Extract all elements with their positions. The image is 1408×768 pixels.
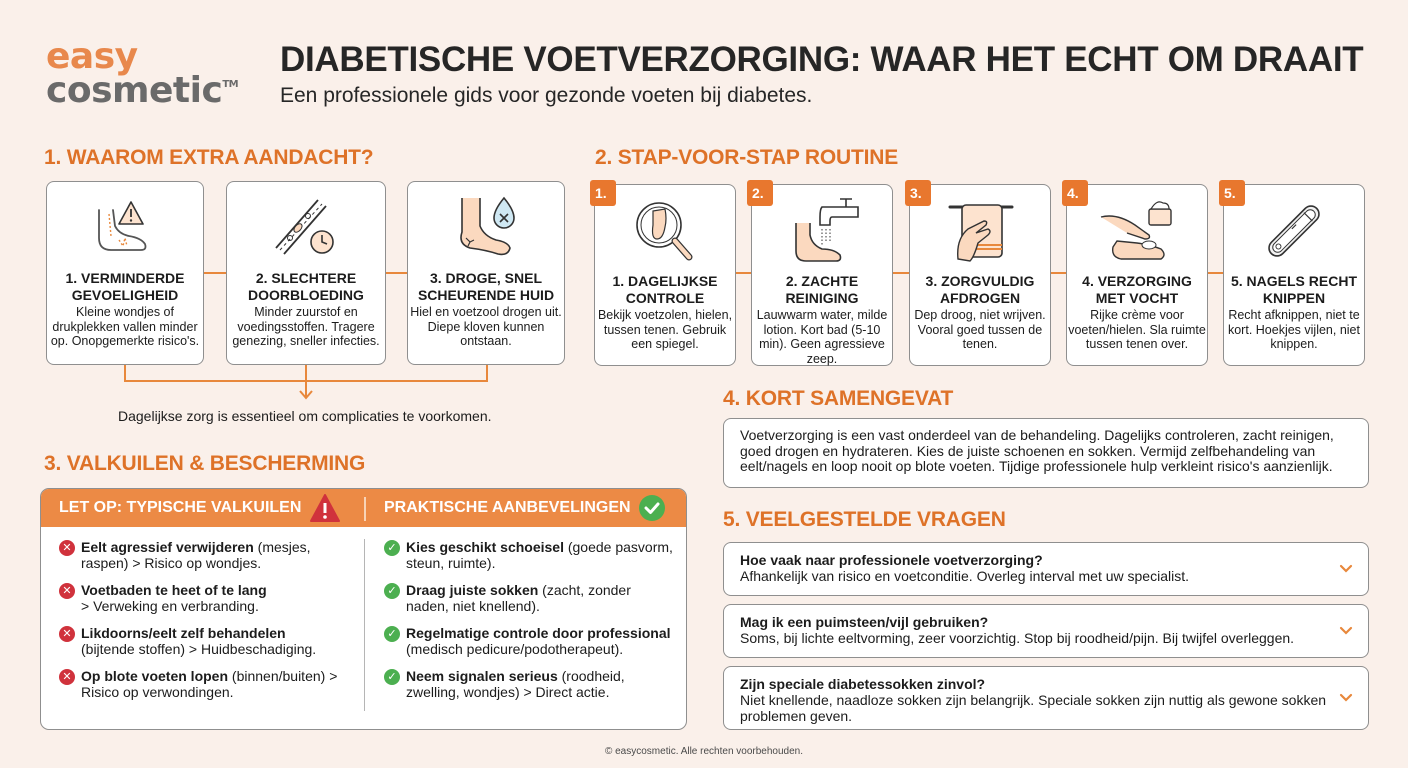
page-title: DIABETISCHE VOETVERZORGING: WAAR HET ECHT OM DRAAIT xyxy=(280,40,1364,79)
check-circle-icon: ✓ xyxy=(384,669,400,685)
step-badge: 3. xyxy=(905,180,931,206)
footer-copyright: © easycosmetic. Alle rechten voorbehouden. xyxy=(604,746,804,757)
pitfall-rest: (mesjes, raspen) > Risico op wondjes. xyxy=(81,539,311,571)
foot-warning-icon xyxy=(85,192,165,264)
recommendation-bold: Neem signalen serieus xyxy=(406,668,558,684)
step-card-5 xyxy=(1223,184,1365,366)
connector xyxy=(204,272,226,274)
step-desc: Bekijk voetzolen, hielen, tussen tenen. Gebruik een spiegel. xyxy=(597,308,733,351)
step-desc: Lauwwarm water, milde lotion. Kort bad (5-10 min). Geen agressieve zeep. xyxy=(756,308,888,366)
pitfall-bold: Op blote voeten lopen xyxy=(81,668,229,684)
brand-logo xyxy=(46,36,239,112)
brand-line2 xyxy=(46,70,239,112)
pitfalls-panel xyxy=(40,488,687,730)
faq-item-2[interactable] xyxy=(723,604,1369,658)
step-badge: 5. xyxy=(1219,180,1245,206)
connector xyxy=(124,380,488,382)
recommendations-heading: PRAKTISCHE AANBEVELINGEN xyxy=(384,499,631,516)
step-card-1 xyxy=(594,184,736,366)
pitfalls-header xyxy=(41,489,686,527)
recommendation-rest: (medisch pedicure/podotherapeut). xyxy=(406,641,624,657)
reason-card-title: 1. VERMINDERDE GEVOELIGHEID xyxy=(65,270,185,303)
faq-question: Zijn speciale diabetessokken zinvol? xyxy=(740,676,986,692)
pitfall-rest: (binnen/buiten) > Risico op verwondingen. xyxy=(81,668,338,700)
arrow-down-icon xyxy=(299,390,313,400)
recommendation-rest: (roodheid, zwelling, wondjes) > Direct actie. xyxy=(406,668,625,700)
x-circle-icon: ✕ xyxy=(59,540,75,556)
pitfall-item xyxy=(59,582,351,614)
faq-question: Hoe vaak naar professionele voetverzorging? xyxy=(740,552,1043,568)
chevron-down-icon[interactable] xyxy=(1338,690,1354,706)
section4-title: 4. KORT SAMENGEVAT xyxy=(723,387,954,410)
x-circle-icon: ✕ xyxy=(59,583,75,599)
pitfall-bold: Likdoorns/eelt zelf behandelen xyxy=(81,625,286,641)
pitfall-bold: Eelt agressief verwijderen xyxy=(81,539,254,555)
connector xyxy=(736,272,751,274)
section1-title: 1. WAAROM EXTRA AANDACHT? xyxy=(44,146,374,169)
cream-foot-icon xyxy=(1097,195,1177,267)
step-title: 3. ZORGVULDIG AFDROGEN xyxy=(925,273,1035,306)
faq-answer: Afhankelijk van risico en voetconditie. Overleg interval met uw specialist. xyxy=(740,568,1189,584)
trademark: TM xyxy=(222,79,239,91)
step-title: 1. DAGELIJKSE CONTROLE xyxy=(612,273,718,306)
chevron-down-icon[interactable] xyxy=(1338,561,1354,577)
reason-card-desc: Hiel en voetzool drogen uit. Diepe kloven kunnen ontstaan. xyxy=(410,305,562,348)
connector xyxy=(893,272,909,274)
nail-clipper-icon xyxy=(1254,195,1334,267)
connector xyxy=(386,272,407,274)
step-badge: 4. xyxy=(1062,180,1088,206)
faq-question: Mag ik een puimsteen/vijl gebruiken? xyxy=(740,614,989,630)
step-badge: 2. xyxy=(747,180,773,206)
reason-card-3 xyxy=(407,181,565,365)
reason-card-title: 3. DROGE, SNEL SCHEURENDE HUID xyxy=(417,270,555,303)
check-circle-icon xyxy=(638,494,666,522)
recommendation-bold: Kies geschikt schoeisel xyxy=(406,539,564,555)
magnifier-foot-icon xyxy=(625,195,705,267)
step-title: 2. ZACHTE REINIGING xyxy=(785,273,859,306)
recommendation-bold: Regelmatige controle door professional xyxy=(406,625,671,641)
reason-card-desc: Minder zuurstof en voedingsstoffen. Tragere genezing, sneller infecties. xyxy=(232,305,380,348)
faq-answer: Niet knellende, naadloze sokken zijn belangrijk. Speciale sokken zijn nuttig als gewone sokken problemen geven. xyxy=(740,692,1327,724)
reason-card-1 xyxy=(46,181,204,365)
towel-hand-icon xyxy=(940,195,1020,267)
brand-line1: easy xyxy=(46,36,138,77)
chevron-down-icon[interactable] xyxy=(1338,623,1354,639)
step-card-3 xyxy=(909,184,1051,366)
faq-answer: Soms, bij lichte eeltvorming, zeer voorzichtig. Stop bij roodheid/pijn. Bij twijfel overleggen. xyxy=(740,630,1295,646)
section5-title: 5. VEELGESTELDE VRAGEN xyxy=(723,508,1006,531)
faq-item-1[interactable] xyxy=(723,542,1369,596)
blood-vessel-clock-icon xyxy=(266,192,346,264)
check-circle-icon: ✓ xyxy=(384,626,400,642)
section3-title: 3. VALKUILEN & BESCHERMING xyxy=(44,452,366,475)
summary-text: Voetverzorging is een vast onderdeel van de behandeling. Dagelijks controleren, zacht reinigen, goed drogen en hydrateren. Kies de juiste schoenen en sokken. Vermijd zelfbehandeling van eelt/nagels en loop nooit op blote voeten. Tijdige professionele hulp verkleint risico's aanzienlijk. xyxy=(723,418,1369,488)
recommendation-rest: (goede pasvorm, steun, ruimte). xyxy=(406,539,673,571)
step-badge: 1. xyxy=(590,180,616,206)
pitfall-rest: (bijtende stoffen) > Huidbeschadiging. xyxy=(81,641,317,657)
recommendation-item xyxy=(384,668,674,700)
reason-card-title: 2. SLECHTERE DOORBLOEDING xyxy=(248,270,364,303)
reason-card-2 xyxy=(226,181,386,365)
x-circle-icon: ✕ xyxy=(59,669,75,685)
connector xyxy=(1051,272,1066,274)
check-circle-icon: ✓ xyxy=(384,540,400,556)
pitfall-bold: Voetbaden te heet of te lang xyxy=(81,582,267,598)
step-desc: Recht afknippen, niet te kort. Hoekjes vijlen, niet knippen. xyxy=(1227,308,1360,351)
faucet-foot-icon xyxy=(782,195,862,267)
recommendation-rest: (zacht, zonder naden, niet knellend). xyxy=(406,582,631,614)
warning-icon xyxy=(309,493,341,523)
header-divider xyxy=(364,497,366,521)
section2-title: 2. STAP-VOOR-STAP ROUTINE xyxy=(595,146,899,169)
connector xyxy=(1208,272,1223,274)
recommendation-item xyxy=(384,625,674,657)
step-card-2 xyxy=(751,184,893,366)
step-title: 5. NAGELS RECHT KNIPPEN xyxy=(1230,273,1357,306)
column-divider xyxy=(364,539,365,711)
pitfalls-heading: LET OP: TYPISCHE VALKUILEN xyxy=(59,499,302,516)
check-circle-icon: ✓ xyxy=(384,583,400,599)
pitfall-item xyxy=(59,668,351,700)
step-card-4 xyxy=(1066,184,1208,366)
faq-item-3[interactable] xyxy=(723,666,1369,730)
pitfall-item xyxy=(59,625,351,657)
dry-cracked-foot-icon xyxy=(446,192,526,264)
recommendation-item xyxy=(384,582,674,614)
recommendation-bold: Draag juiste sokken xyxy=(406,582,539,598)
x-circle-icon: ✕ xyxy=(59,626,75,642)
pitfalls-list xyxy=(59,539,351,711)
recommendation-item xyxy=(384,539,674,571)
pitfall-item xyxy=(59,539,351,571)
step-title: 4. VERZORGING MET VOCHT xyxy=(1082,273,1192,306)
pitfall-rest: > Verweking en verbranding. xyxy=(81,598,259,614)
brand-name: cosmetic xyxy=(46,70,223,112)
page-subtitle: Een professionele gids voor gezonde voeten bij diabetes. xyxy=(280,84,813,107)
reason-card-desc: Kleine wondjes of drukplekken vallen minder op. Onopgemerkte risico's. xyxy=(50,305,200,348)
step-desc: Rijke crème voor voeten/hielen. Sla ruimte tussen tenen over. xyxy=(1068,308,1206,351)
conclusion-text: Dagelijkse zorg is essentieel om complicaties te voorkomen. xyxy=(118,408,492,424)
recommendations-list xyxy=(384,539,674,711)
step-desc: Dep droog, niet wrijven. Vooral goed tussen de tenen. xyxy=(914,308,1046,351)
